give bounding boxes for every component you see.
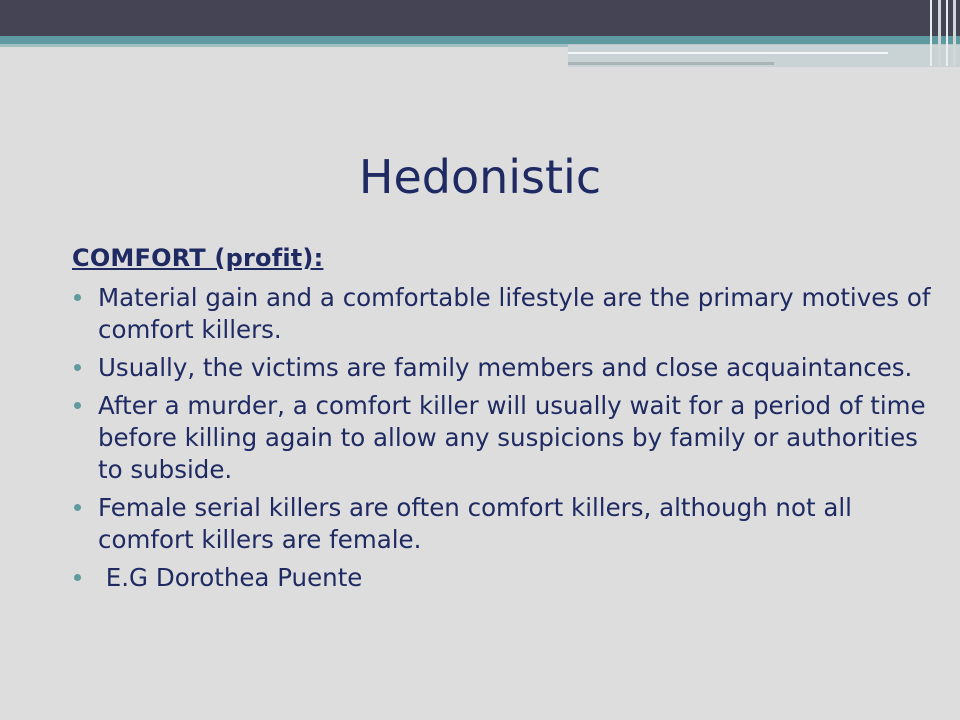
header-band-teal [0,36,960,44]
bullet-item [72,282,932,346]
bullet-icon [74,402,81,409]
header-rule [938,0,941,66]
header-band-dark [0,0,960,36]
section-subheading: COMFORT (profit): [72,244,324,272]
header-accent-line-grey [568,62,774,65]
bullet-icon [74,574,81,581]
header-rule [953,0,956,66]
bullet-item [72,562,932,594]
bullet-list [72,282,932,600]
bullet-text: After a murder, a comfort killer will usually wait for a period of time before killing again to allow any suspicions by family or authorities to subside. [98,391,926,484]
header-accent-line-white [568,52,888,54]
bullet-text: Material gain and a comfortable lifestyle are the primary motives of comfort killers. [98,283,931,344]
header-rule [946,0,948,66]
bullet-icon [74,504,81,511]
bullet-text: Female serial killers are often comfort killers, although not all comfort killers are female. [98,493,852,554]
bullet-icon [74,364,81,371]
header-rule [930,0,932,66]
bullet-item [72,352,932,384]
bullet-text: Usually, the victims are family members and close acquaintances. [98,353,913,382]
bullet-icon [74,294,81,301]
slide-title: Hedonistic [358,150,602,204]
bullet-item [72,390,932,486]
bullet-item [72,492,932,556]
bullet-text: E.G Dorothea Puente [98,563,363,592]
